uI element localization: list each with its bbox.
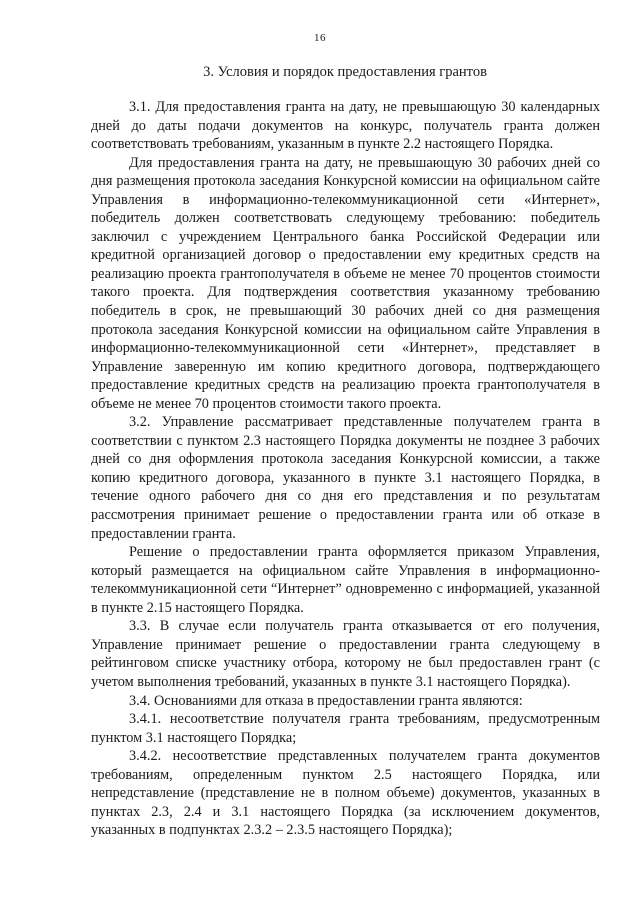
paragraph-3-2: 3.2. Управление рассматривает представленные получателем гранта в соответствии с пунктом 2.3 настоящего Порядка документы не позднее 3 рабочих дней со дня оформления протокола заседания Конкурсной комиссии, а также копию кредитного договора, указанного в пункте 3.1 настоящего Порядка, в течение одного рабочего дня со дня его представления и по результатам рассмотрения принимает решение о предоставлении гранта или об отказе в предоставлении гранта. [91,414,600,542]
section-title: 3. Условия и порядок предоставления грантов [203,64,487,80]
paragraph-3-4-2: 3.4.2. несоответствие представленных получателем гранта документов требованиям, определенным пунктом 2.5 настоящего Порядка, или непредставление (представление не в полном объеме) документов, указанных в пунктах 2.3, 2.4 и 3.1 настоящего Порядка (за исключением документов, указанных в подпунктах 2.3.2 – 2.3.5 настоящего Порядка); [91,748,600,839]
paragraph-3-4-1: 3.4.1. несоответствие получателя гранта требованиям, предусмотренным пунктом 3.1 настоящего Порядка; [91,711,600,746]
paragraph-credit-requirement: Для предоставления гранта на дату, не превышающую 30 рабочих дней со дня размещения протокола заседания Конкурсной комиссии на официальном сайте Управления в информационно-телекоммуникационной сети «Интернет», победитель должен соответствовать следующему требованию: победитель заключил с учреждением Центрального банка Российской Федерации или кредитной организацией договор о предоставлении ему кредитных средств на реализацию проекта грантополучателя в объеме не менее 70 процентов стоимости такого проекта. Для подтверждения соответствия указанному требованию победитель в срок, не превышающий 30 рабочих дней со дня размещения протокола заседания Конкурсной комиссии на официальном сайте Управления в информационно-телекоммуникационной сети «Интернет», представляет в Управление заверенную им копию кредитного договора, подтверждающего предоставление кредитных средств на реализацию проекта грантополучателя в объеме не менее 70 процентов стоимости такого проекта. [91,154,600,412]
document-body [91,98,600,840]
paragraph-grant-decision: Решение о предоставлении гранта оформляется приказом Управления, который размещается на официальном сайте Управления в информационно-телекоммуникационной сети “Интернет” одновременно с информацией, указанной в пункте 2.15 настоящего Порядка. [91,544,600,616]
paragraph-3-3: 3.3. В случае если получатель гранта отказывается от его получения, Управление принимает решение о предоставлении гранта следующему в рейтинговом списке участнику отбора, которому не был предоставлен грант (с учетом выполнения требований, указанных в пункте 3.1 настоящего Порядка). [91,618,600,690]
page-number: 16 [314,32,326,44]
paragraph-3-4: 3.4. Основаниями для отказа в предоставлении гранта являются: [129,692,523,709]
paragraph-3-1: 3.1. Для предоставления гранта на дату, не превышающую 30 календарных дней до даты подачи документов на конкурс, получатель гранта должен соответствовать требованиям, указанным в пункте 2.2 настоящего Порядка. [91,99,600,153]
